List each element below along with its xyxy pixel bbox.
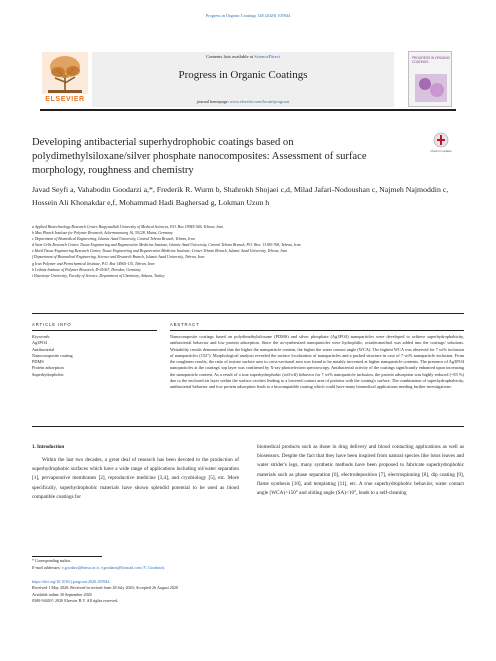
keyword: Ag3PO4 [32,340,48,346]
footnotes [32,558,332,571]
homepage-link[interactable]: www.elsevier.com/locate/porgcoat [229,99,290,104]
running-head: Progress in Organic Coatings 148 (2020) 105944 [205,13,291,18]
crossmark-label: Check for updates [430,150,452,153]
abstract-heading: ABSTRACT [170,322,200,327]
article-title: Developing antibacterial superhydrophobic coatings based on polydimethylsiloxane/silver phosphate nanocomposites: Assessment of surface morphology, roughness and chemistry [32,137,367,176]
affiliation: a Applied Biotechnology Research Center, Baqiyatallah University of Medical Sciences, P.O. Box 19945-546, Tehran, Iran [32,225,224,229]
contents-prefix: Contents lists available at [206,54,255,59]
keyword: PDMS [32,359,44,365]
cover-graphic [415,74,447,102]
available-online: Available online 30 September 2020 [32,591,92,597]
introduction-heading: 1. Introduction [32,445,65,450]
article-info-heading: ARTICLE INFO [32,322,72,327]
affiliation: h Leibniz Institute of Polymer Research, D-01067, Dresden, Germany [32,267,141,272]
homepage-prefix: journal homepage: [196,99,230,104]
affiliation: d Stem Cells Research Center, Tissue Engineering and Regenerative Medicine Institute, Islamic Azad University, Central Tehran Branch, P.O. Box: 13185-768, Tehran, Iran [32,243,301,248]
email-links[interactable]: v.goodarzi@bmsu.ac.ir, v.goodarzi@hotmail.com (V. Goodarzi). [61,564,166,570]
keyword: Protein adsorption [32,365,64,371]
journal-title[interactable]: Progress in Organic Coatings [178,69,308,81]
doi-link[interactable]: https://doi.org/10.1016/j.porgcoat.2020.105944 [32,579,110,584]
affiliation: i Hacettepe University, Faculty of Science, Department of Chemistry, Ankara, Turkey [32,273,165,278]
corresponding-author-note: * Corresponding author. [32,558,71,563]
affiliations [32,224,462,279]
publisher-name: ELSEVIER [45,96,85,103]
affiliation: f Department of Biomedical Engineering, Science and Research Branch, Islamic Azad University, Tehran, Iran [32,255,205,260]
introduction-column-left: Within the last two decades, a great deal of research has been devoted to the production of superhydrophobic surfaces which have a wide range of applications including oil/water separation [1], pervaporative membranes [2], reproductive medicine [3,4], and cryobiology [5], etc. More specifically, superhydrophobic materials have shown splendid potential to be used as blood compatible coatings for [32,457,239,500]
author-list: Javad Seyfi a, Vahabodin Goodarzi a,*, Frederik R. Wurm b, Shahrokh Shojaei c,d, Milad Jafari-Nodoushan c, Najmeh Najmoddin c, Hossein Ali Khonakdar e,f, Mohammad Hadi Baghersad g, Lokman Uzun h [32,185,449,207]
affiliation: c Department of Biomedical Engineering, Islamic Azad University, Central Tehran Branch, Tehran, Iran [32,237,195,242]
keyword: Superhydrophobic [32,371,64,377]
article-metadata [32,579,332,604]
copyright-line: 0300-9440/© 2020 Elsevier B.V. All rights reserved. [32,597,119,603]
affiliation: b Max Planck Institute for Polymer Research, Ackermannweg 10, 55128, Mainz, Germany [32,231,173,236]
introduction-column-right: biomedical products such as those in drug delivery and blood contacting applications as well as biosensors. Despite the fact that they have been inspired from natural species like lotus leaves and water strider's legs, many synthetic methods have been proposed to fabricate superhydrophobic materials such as phase separation [6], electrodeposition [7], electrospinning [8], dip coating [9], flame synthesis [10], and templating [11], etc. A true superhydrophobic behavior, water contact angle (WCA)>150° and sliding angle (SA)<10°, leads to a self-cleaning [257,444,464,497]
section-rule [32,313,464,314]
cover-title: PROGRESS IN ORGANIC COATINGS [412,56,450,64]
affiliation: g Iran Polymer and Petrochemical Institute, P.O. Box 14965-115, Tehran, Iran [32,261,155,266]
abstract-text: Nanocomposite coatings based on polydimethylsiloxane (PDMS) and silver phosphate (Ag3PO4) nanoparticles were developed to achieve superhydrophobicity, antibacterial behavior and low protein adsorption. Since the as-synthesized nanoparticles were hydrophilic, octadecanethiol was added into the coatings' solutions. Wettability results demonstrated that the higher the nanoparticle content, the higher the water contact angle (WCA). The highest WCA was observed for 7 wt% inclusion of nanoparticles (152°). Morphological analysis revealed the surface localization of nanoparticles and a packed structure in case of 7 wt% nanoparticle inclusion. From the roughness results, the ratio of texture surface area to cross-sectional area was found to be notably increased at higher nanoparticle contents. The presence of Ag3PO4 nanoparticles at the coatings' top layer was confirmed by X-ray photoelectron spectroscopy. Antibacterial activity of the coatings significantly enhanced upon increasing the nanoparticle content. As a result of a true superhydrophobic (roll-off) behavior for 7 wt% nanoparticle inclusion, the protein adsorption was highly reduced (~83 %) due to the enclosed air layer within the surface cavities leading to a lowered contact area of proteins with the coating's surface. The combination of superhydrophobicity, antibacterial behavior and low protein adsorption leads to a biocompatible coating which could have many biomedical applications needing further investigations. [170,334,464,389]
email-line [32,565,332,572]
crossmark-icon[interactable] [432,132,450,154]
contents-line [92,54,394,59]
article-info-rule [32,330,157,331]
affiliation: e Hard Tissue Engineering Research Center, Tissue Engineering and Regenerative Medicine Institute; Center Tehran Branch, Islamic Azad University, Tehran, Iran [32,249,288,254]
footnote-rule [32,556,102,557]
keyword: Nanocomposite coating [32,352,73,358]
keywords-block [32,334,157,378]
sciencedirect-link[interactable]: ScienceDirect [254,54,280,59]
homepage-line [92,99,394,104]
journal-cover-thumbnail[interactable] [408,51,452,107]
received-dates: Received 1 May 2020; Received in revised form 28 July 2020; Accepted 26 August 2020 [32,585,178,591]
abstract-end-rule [32,426,464,427]
keywords-heading: Keywords: [32,334,51,339]
email-prefix: E-mail addresses: [32,564,62,570]
keyword: Antibacterial [32,346,55,352]
header-rule [40,109,456,111]
abstract-rule [170,330,464,331]
